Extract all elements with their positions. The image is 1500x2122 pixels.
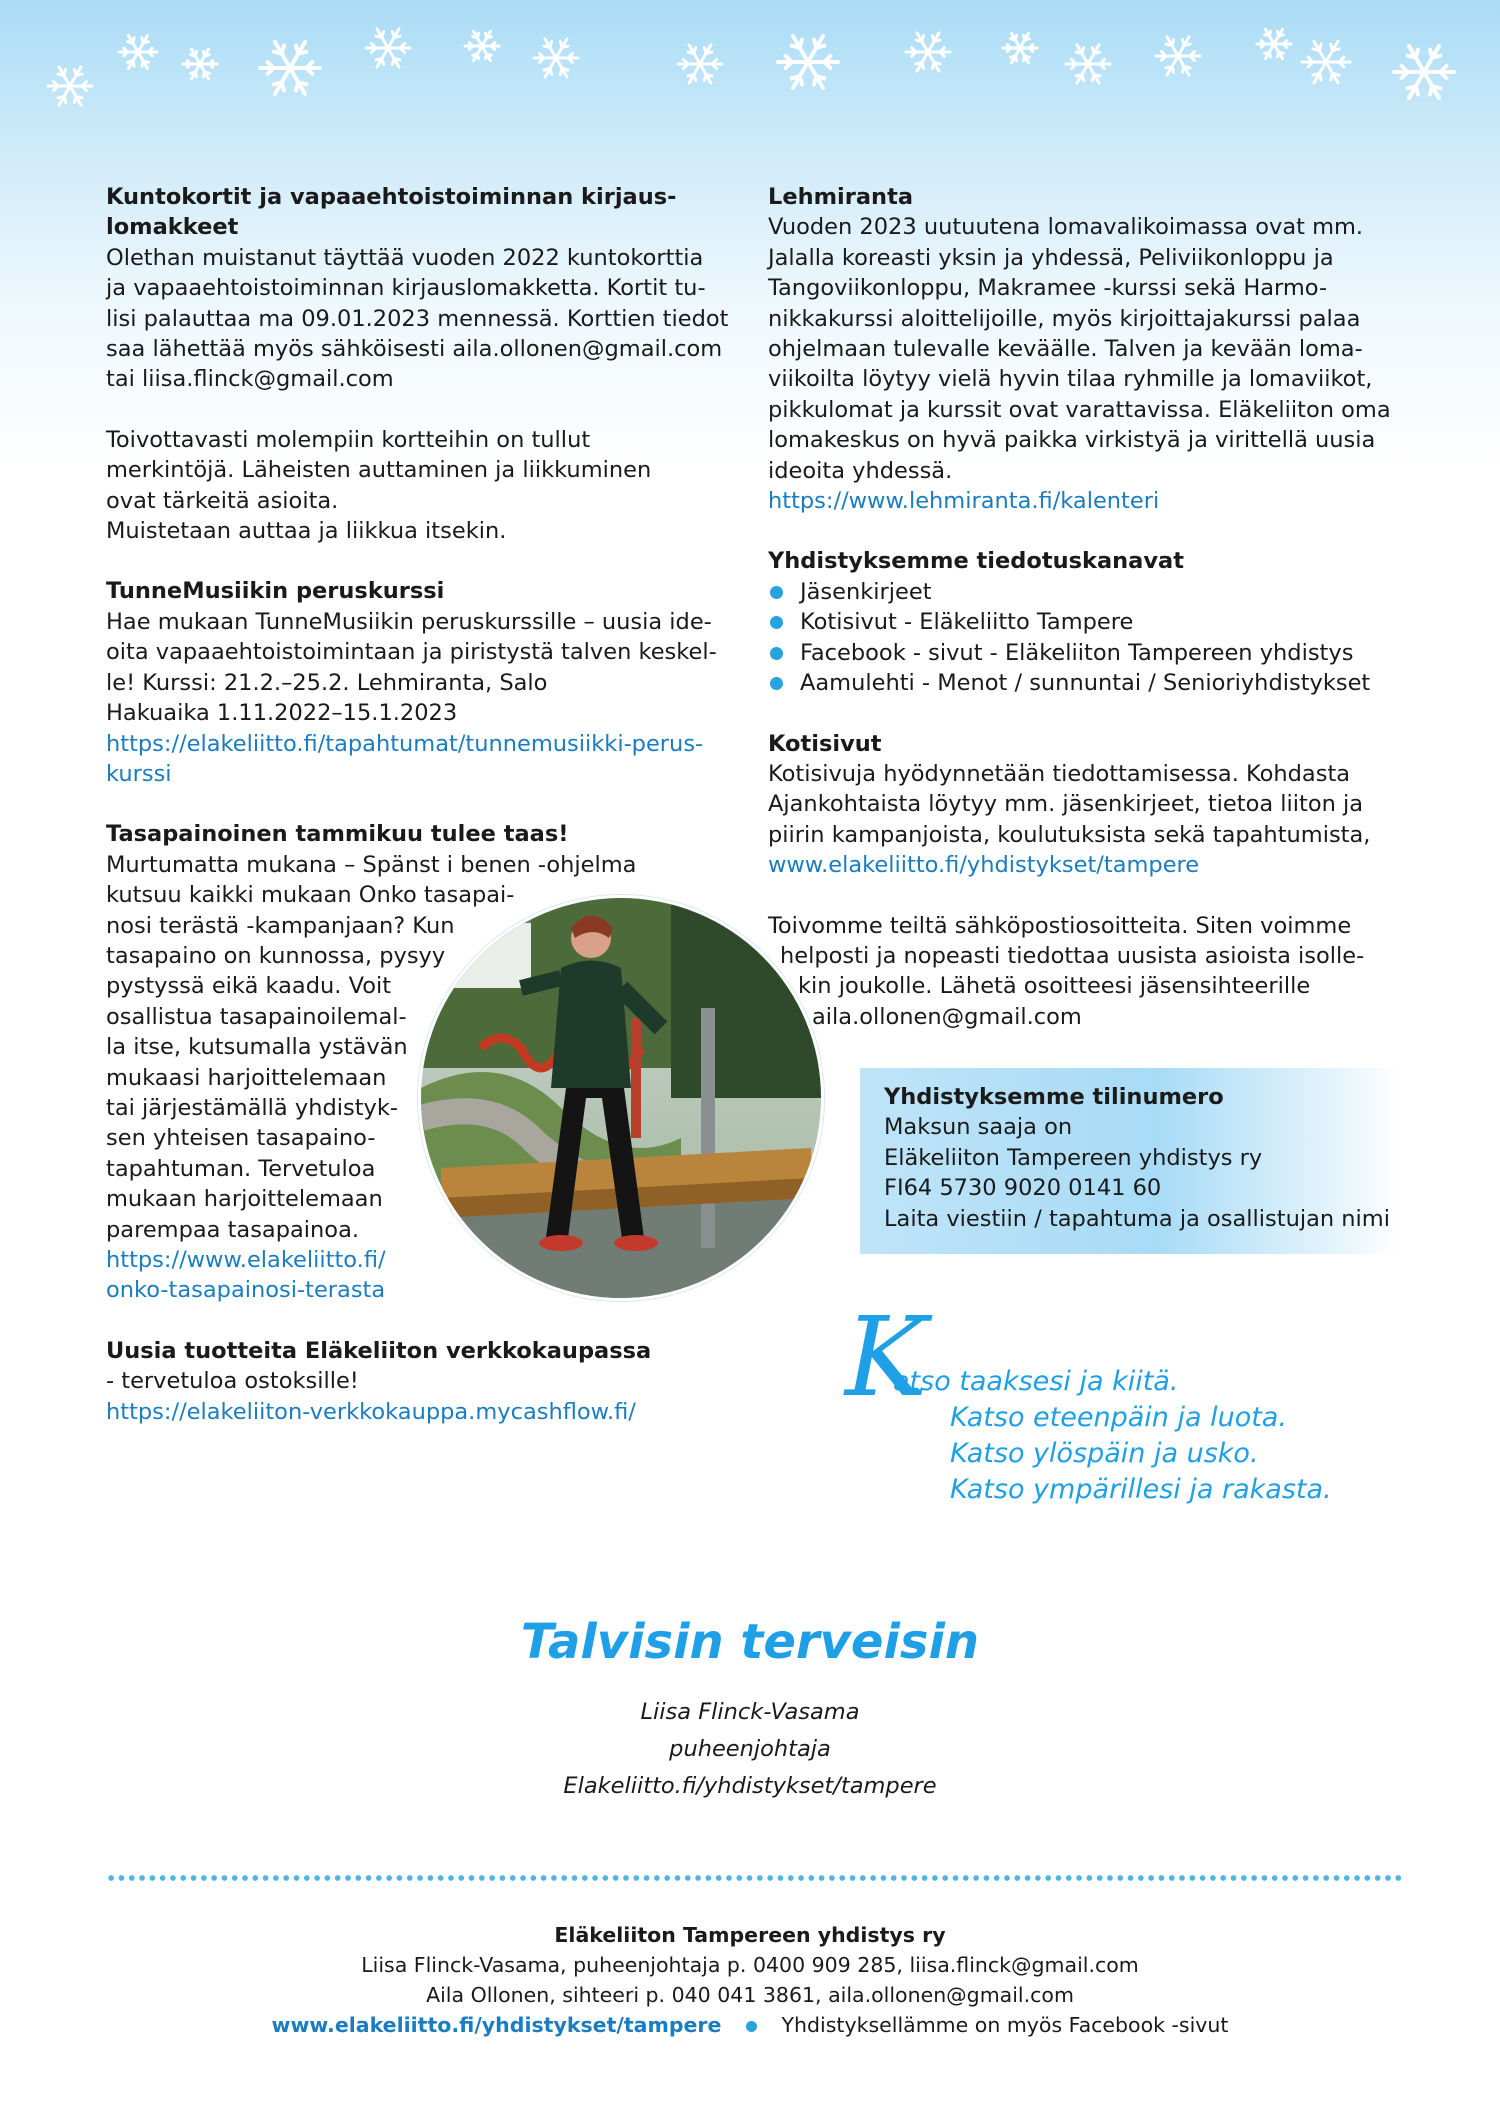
text-line: Ajankohtaista löytyy mm. jäsenkirjeet, tietoa liiton ja (768, 791, 1364, 818)
text-line: kin joukolle. Lähetä osoitteesi jäsensihteerille (798, 973, 1311, 1000)
tunnemusiikki-body (106, 607, 746, 729)
text-line: lomakkeet (106, 214, 239, 241)
snowflake-icon (260, 42, 320, 94)
tiedotuskanavat-heading: Yhdistyksemme tiedotuskanavat (768, 548, 1184, 575)
bullet-dot-icon (746, 2021, 757, 2032)
text-line: lomakeskus on hyvä paikka virkistyä ja virittellä uusia (768, 427, 1376, 454)
text-line: https://www.elakeliitto.fi/ (106, 1247, 386, 1273)
right-column (768, 182, 1428, 1062)
text-line: Kuntokortit ja vapaaehtoistoiminnan kirjaus- (106, 184, 677, 210)
text-line: tai liisa.flinck@gmail.com (106, 366, 394, 393)
text-line: Murtumatta mukana – Spänst i benen -ohjelma (106, 851, 637, 878)
list-item: Facebook - sivut - Eläkeliiton Tampereen yhdistys (768, 638, 1428, 668)
text-line: Liisa Flinck-Vasama (640, 1699, 860, 1725)
quote-line: atso taaksesi ja kiitä. (893, 1366, 1179, 1397)
tunnemusiikki-section (106, 576, 746, 789)
footer (0, 1920, 1500, 2040)
signature (0, 1694, 1500, 1805)
toivottavasti-body (106, 425, 746, 547)
toivottavasti-section (106, 425, 746, 547)
text-line: ideoita yhdessä. (768, 457, 953, 484)
account-heading: Yhdistyksemme tilinumero (884, 1084, 1224, 1110)
lehmiranta-section (768, 182, 1428, 516)
greeting-title: Talvisin terveisin (520, 1614, 980, 1670)
tasapainoinen-heading: Tasapainoinen tammikuu tulee taas! (106, 821, 569, 848)
text-line: aila.ollonen@gmail.com (812, 1003, 1082, 1030)
lehmiranta-link[interactable] (768, 486, 1428, 516)
text-line: Hakuaika 1.11.2022–15.1.2023 (106, 700, 458, 727)
kuntokortit-body (106, 243, 746, 395)
text-line: parempaa tasapainoa. (106, 1216, 360, 1243)
text-line: pystyssä eikä kaadu. Voit (106, 973, 392, 1000)
quote-line: Katso eteenpäin ja luota. (950, 1402, 1287, 1433)
snowflake-icon (1302, 41, 1350, 83)
kotisivut-link[interactable] (768, 850, 1428, 880)
snowflake-icon (183, 49, 217, 78)
balance-exercise-photo (418, 895, 824, 1301)
snowflake-icon (1066, 45, 1110, 83)
footer-chair-contact: Liisa Flinck-Vasama, puheenjohtaja p. 0400 909 285, liisa.flinck@gmail.com (361, 1953, 1139, 1977)
kotisivut-heading: Kotisivut (768, 730, 882, 757)
kuntokortit-heading (106, 182, 746, 243)
text-line: FI64 5730 9020 0141 60 (884, 1175, 1162, 1202)
text-line: puheenjohtaja (669, 1736, 831, 1762)
text-line: Jalalla koreasti yksin ja yhdessä, Peliviikonloppu ja (768, 244, 1334, 271)
text-line: mukaasi harjoittelemaan (106, 1064, 387, 1091)
footer-secretary-contact: Aila Ollonen, sihteeri p. 040 041 3861, aila.ollonen@gmail.com (426, 1983, 1074, 2007)
snowflake-icon (465, 31, 499, 60)
text-line: Toivomme teiltä sähköpostiosoitteita. Siten voimme (768, 912, 1352, 939)
text-line: pikkulomat ja kurssit ovat varattavissa. Eläkeliiton oma (768, 396, 1391, 423)
quote-line: Katso ympärillesi ja rakasta. (950, 1474, 1332, 1505)
text-line: merkintöjä. Läheisten auttaminen ja liikkuminen (106, 457, 652, 484)
text-line: mukaan harjoittelemaan (106, 1186, 383, 1213)
text-line: helposti ja nopeasti tiedottaa uusista asioista isolle- (780, 942, 1365, 969)
toivomme-body (768, 911, 1428, 1033)
tunnemusiikki-heading: TunneMusiikin peruskurssi (106, 578, 445, 605)
snowflake-icon (534, 39, 578, 77)
text-line: www.elakeliitto.fi/yhdistykset/tampere (768, 852, 1200, 879)
list-item: Aamulehti - Menot / sunnuntai / Senioriyhdistykset (768, 668, 1428, 698)
account-details (884, 1112, 1400, 1234)
text-line: viikoilta löytyy vielä hyvin tilaa ryhmille ja lomaviikot, (768, 366, 1373, 393)
verkkokauppa-heading: Uusia tuotteita Eläkeliiton verkkokaupassa (106, 1337, 652, 1364)
snowflake-icon (1257, 29, 1291, 58)
text-line: ja vapaaehtoistoiminnan kirjauslomakketta. Kortit tu- (106, 275, 706, 302)
text-line: Kotisivuja hyödynnetään tiedottamisessa. Kohdasta (768, 760, 1351, 787)
text-line: Toivottavasti molempiin kortteihin on tullut (106, 426, 591, 453)
verkkokauppa-link[interactable] (106, 1397, 746, 1427)
text-line: https://elakeliitto.fi/tapahtumat/tunnemusiikki-perus- (106, 730, 704, 757)
poem-quote (845, 1293, 1405, 1510)
snowflake-icon (906, 33, 950, 71)
lehmiranta-body (768, 212, 1428, 486)
text-line: onko-tasapainosi-terasta (106, 1277, 386, 1304)
footer-facebook-note: Yhdistyksellämme on myös Facebook -sivut (781, 2013, 1229, 2037)
snowflake-icon (1394, 46, 1454, 98)
tiedotuskanavat-section (768, 546, 1428, 698)
snowflake-icon (366, 29, 410, 67)
text-line: piirin kampanjoista, koulutuksista sekä tapahtumista, (768, 821, 1371, 848)
verkkokauppa-body (106, 1366, 746, 1396)
text-line: Laita viestiin / tapahtuma ja osallistujan nimi (884, 1205, 1390, 1232)
lehmiranta-heading: Lehmiranta (768, 184, 914, 210)
kotisivut-section (768, 729, 1428, 881)
text-line: le! Kurssi: 21.2.–25.2. Lehmiranta, Salo (106, 669, 548, 696)
dotted-divider (106, 1874, 1402, 1882)
text-line: Eläkeliiton Tampereen yhdistys ry (884, 1144, 1263, 1171)
text-line: lisi palauttaa ma 09.01.2023 mennessä. Korttien tiedot (106, 305, 729, 332)
text-line: nikkakurssi aloittelijoille, myös kirjoittajakurssi palaa (768, 305, 1361, 332)
snowflake-icon (48, 67, 92, 105)
photo-illustration (421, 898, 821, 1298)
text-line: tai järjestämällä yhdistyk- (106, 1094, 398, 1121)
quote-initial: K (845, 1293, 928, 1421)
text-line: nosi terästä -kampanjaan? Kun (106, 912, 455, 939)
text-line: saa lähettää myös sähköisesti aila.ollonen@gmail.com (106, 336, 723, 363)
text-line: ohjelmaan tulevalle keväälle. Talven ja kevään loma- (768, 336, 1363, 363)
text-line: la itse, kutsumalla ystävän (106, 1034, 408, 1061)
text-line: oita vapaaehtoistoimintaan ja piristystä talven keskel- (106, 639, 717, 666)
text-line: tasapaino on kunnossa, pysyy (106, 942, 446, 969)
tunnemusiikki-link[interactable] (106, 729, 746, 790)
text-line: ovat tärkeitä asioita. (106, 487, 339, 514)
kuntokortit-section (106, 182, 746, 395)
kotisivut-body (768, 759, 1428, 850)
text-line: Elakeliitto.fi/yhdistykset/tampere (563, 1773, 937, 1799)
snowflake-icon (1156, 37, 1200, 75)
snowflake-icon (119, 36, 157, 69)
toivomme-section (768, 911, 1428, 1033)
footer-links-row (0, 2010, 1500, 2040)
snowflake-icon (1003, 33, 1037, 62)
tiedotuskanavat-list (768, 577, 1428, 699)
footer-website-link[interactable]: www.elakeliitto.fi/yhdistykset/tampere (271, 2013, 722, 2037)
footer-org: Eläkeliiton Tampereen yhdistys ry (554, 1923, 946, 1947)
verkkokauppa-section (106, 1336, 746, 1427)
quote-line: Katso ylöspäin ja usko. (950, 1438, 1259, 1469)
list-item: Kotisivut - Eläkeliitto Tampere (768, 607, 1428, 637)
text-line: - tervetuloa ostoksille! (106, 1368, 359, 1395)
text-line: Vuoden 2023 uutuutena lomavalikoimassa ovat mm. (768, 214, 1364, 241)
text-line: Tangoviikonloppu, Makramee -kurssi sekä Harmo- (768, 275, 1328, 302)
text-line: Olethan muistanut täyttää vuoden 2022 kuntokorttia (106, 244, 704, 271)
text-line: Muistetaan auttaa ja liikkua itsekin. (106, 518, 507, 545)
snowflake-icon (678, 45, 722, 83)
text-line: https://elakeliiton-verkkokauppa.mycashflow.fi/ (106, 1398, 636, 1425)
text-line: Maksun saaja on (884, 1114, 1073, 1141)
text-line: kurssi (106, 760, 172, 787)
text-line: kutsuu kaikki mukaan Onko tasapai- (106, 882, 515, 909)
text-line: Hae mukaan TunneMusiikin peruskurssille – uusia ide- (106, 608, 712, 635)
snowflake-icon (778, 36, 838, 88)
snowflake-decor (0, 0, 1500, 140)
account-number-box (860, 1068, 1400, 1254)
list-item: Jäsenkirjeet (768, 577, 1428, 607)
text-line: tapahtuman. Tervetuloa (106, 1155, 376, 1182)
text-line: https://www.lehmiranta.fi/kalenteri (768, 488, 1160, 515)
text-line: osallistua tasapainoilemal- (106, 1003, 407, 1030)
text-line: sen yhteisen tasapaino- (106, 1125, 376, 1152)
